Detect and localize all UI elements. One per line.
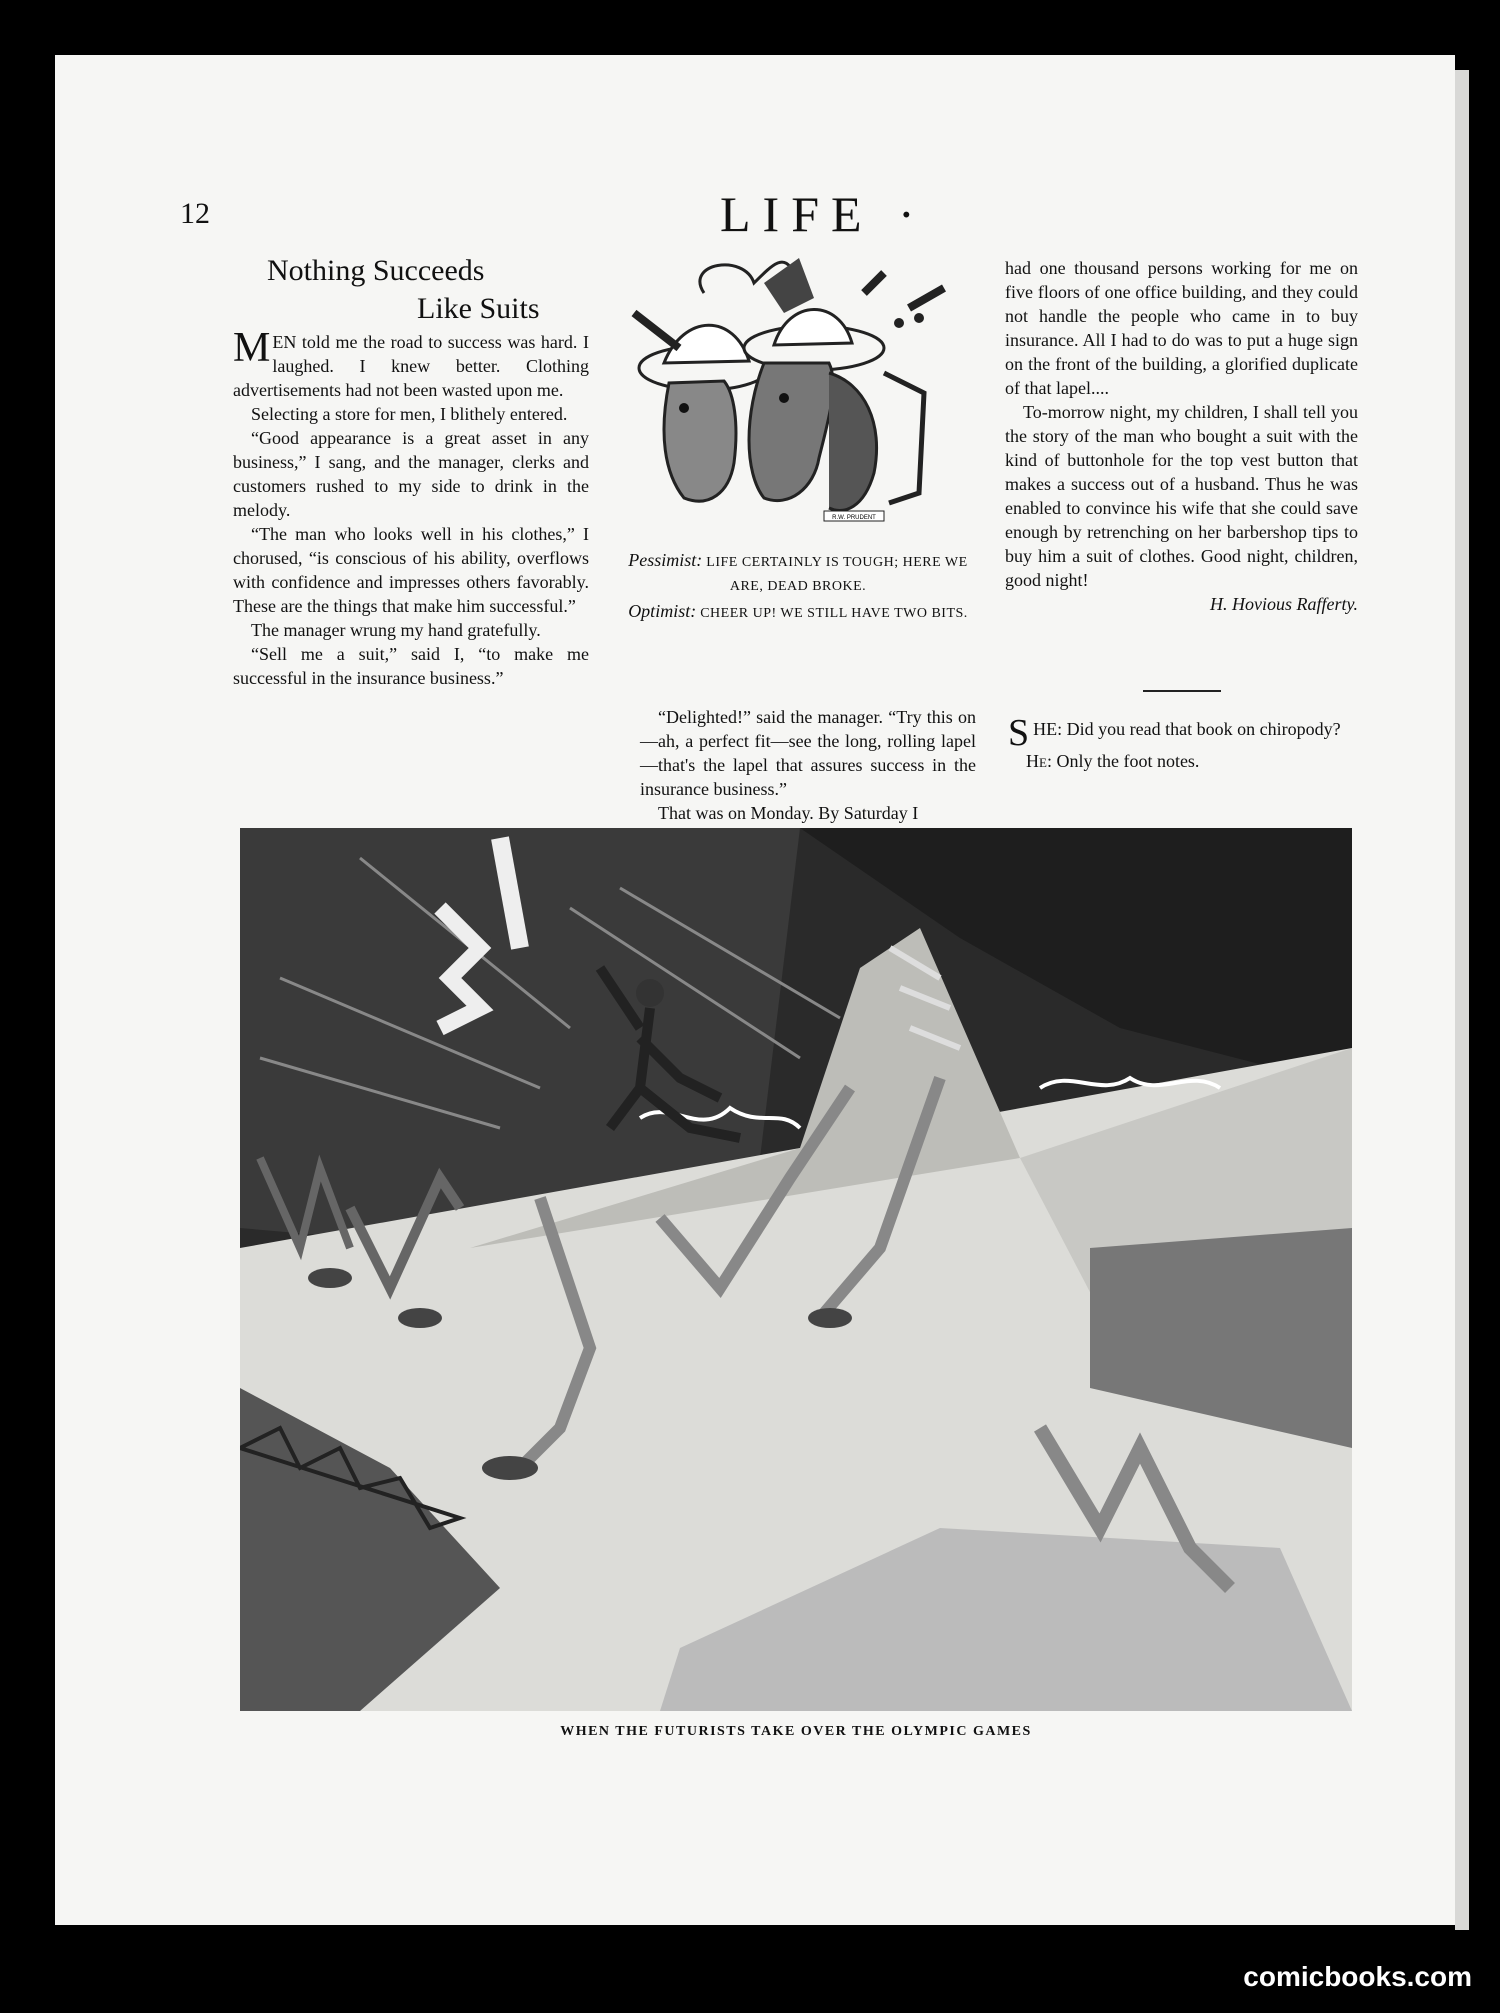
joke-he-text: Only the foot notes.: [1056, 751, 1200, 771]
page-number: 12: [180, 197, 210, 230]
title-line-1: Nothing Succeeds: [267, 254, 485, 287]
masthead: LIFE ·: [720, 186, 927, 242]
article-column-1: [233, 325, 589, 690]
signature-line: [1005, 592, 1358, 616]
optimist-text: CHEER UP! WE STILL HAVE TWO BITS.: [700, 606, 968, 621]
paragraph-4: “The man who looks well in his clothes,” I chorused, “is conscious of his ability, overflows with confidence and impresses others favorably. These are the things that make him successful.”: [233, 524, 589, 616]
donkeys-drawing: [624, 253, 956, 535]
site-watermark: comicbooks.com: [1243, 1961, 1472, 1992]
paragraph-1: [233, 325, 589, 402]
article-column-3: [1005, 256, 1358, 616]
joke-she-label: HE:: [1033, 719, 1063, 739]
joke-drop-cap: S: [1008, 712, 1030, 754]
joke-she-line: [1008, 712, 1360, 754]
next-page-edge: [1455, 70, 1469, 1930]
joke-he-line: [1008, 749, 1360, 774]
optimist-line: [618, 599, 978, 626]
pessimist-text: LIFE CERTAINLY IS TOUGH; HERE WE ARE, DEAD BROKE.: [706, 555, 968, 594]
paragraph-9: had one thousand persons working for me on five floors of one office building, and they could not handle the people who came in to buy insurance. All I had to do was to put a huge sign on the front of the building, a glorified duplicate of that lapel....: [1005, 258, 1358, 398]
article-column-2: [640, 705, 976, 825]
drop-cap: M: [233, 325, 271, 371]
cartoon-artist-signature: R.W. PRUDENT: [832, 515, 876, 521]
pessimist-label: Pessimist:: [628, 550, 703, 570]
paragraph-8: That was on Monday. By Saturday I: [658, 803, 919, 823]
paragraph-1-text: EN told me the road to success was hard. I laughed. I knew better. Clothing advertisements had not been wasted upon me.: [233, 332, 589, 400]
paragraph-3: “Good appearance is a great asset in any business,” I sang, and the manager, clerks and customers rushed to my side to drink in the melody.: [233, 428, 589, 520]
paragraph-5: The manager wrung my hand gratefully.: [251, 620, 541, 640]
title-line-2: Like Suits: [417, 292, 540, 325]
paragraph-2: Selecting a store for men, I blithely entered.: [251, 404, 568, 424]
paragraph-10: To-morrow night, my children, I shall tell you the story of the man who bought a suit with the kind of buttonhole for the top vest button that makes a success out of a husband. Thus he was enabled to convince his wife that she could save enough by retrenching on her barbershop tips to buy him a suit of clothes. Good night, children, good night!: [1005, 402, 1358, 590]
paragraph-6: “Sell me a suit,” said I, “to make me successful in the insurance business.”: [233, 644, 589, 688]
joke-she-text: Did you read that book on chiropody?: [1066, 719, 1341, 739]
section-divider: [1143, 690, 1221, 692]
article-title: [267, 252, 540, 328]
olympics-drawing: [240, 828, 1352, 1711]
pessimist-line: [618, 548, 978, 599]
illustration-caption: WHEN THE FUTURISTS TAKE OVER THE OLYMPIC GAMES: [560, 1724, 1032, 1739]
futurist-olympics-illustration: [240, 828, 1352, 1711]
joke: [1008, 712, 1360, 774]
cartoon-caption: [618, 548, 978, 626]
donkeys-cartoon: [624, 253, 956, 535]
paragraph-7: “Delighted!” said the manager. “Try this on—ah, a perfect fit—see the long, rolling lapel—that's the lapel that assures success in the insurance business.”: [640, 707, 976, 799]
optimist-label: Optimist:: [628, 601, 697, 621]
author-signature: H. Hovious Rafferty.: [1210, 594, 1358, 614]
joke-he-label: He:: [1026, 751, 1052, 771]
